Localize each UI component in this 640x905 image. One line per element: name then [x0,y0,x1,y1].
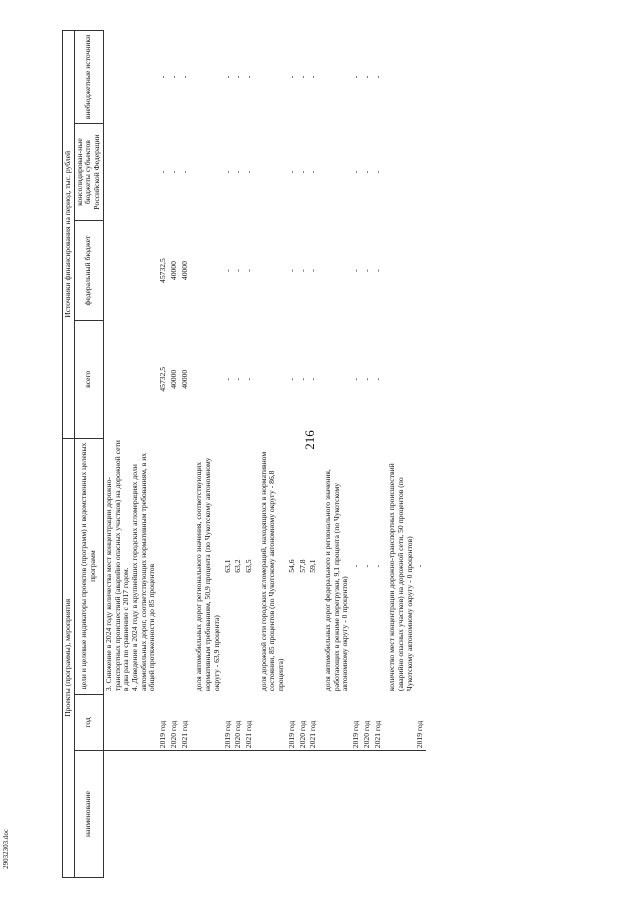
extra-cell: - [308,75,318,79]
page-number: 216 [301,430,317,450]
table-row [351,31,362,878]
total-cell: - [222,378,232,381]
year-cell: 2019 год [158,720,168,749]
name-cell [323,751,351,878]
table-row [180,31,191,878]
table-row [373,31,384,878]
extra-cell [194,31,222,124]
federal-cell: - [372,269,382,272]
table-row [362,31,373,878]
year-cell: 2019 год [286,720,296,749]
year-cell: 2021 год [243,720,253,749]
indicator-text: доля автомобильных дорог федерального и регионального значения, работающих в режиме перегрузки, 9,1 процента (по Чукотскому автономному округу - 0 процентов) [322,469,350,692]
year-cell [103,694,158,751]
goal-cell [169,438,180,694]
indicator-value: - [351,564,361,568]
funding-table [62,30,426,878]
regional-cell [323,123,351,220]
federal-cell: - [361,269,371,272]
name-cell [287,751,298,878]
total-cell [323,320,351,438]
total-cell [103,320,158,438]
name-cell [158,751,169,878]
federal-cell: 40000 [179,261,189,281]
name-cell [351,751,362,878]
total-cell [194,320,222,438]
year-column-header: год [74,694,103,751]
federal-cell: - [243,269,253,272]
year-cell: 2020 год [168,720,178,749]
regional-cell: - [233,170,243,174]
total-cell: - [297,378,307,381]
indicator-text: доля дорожной сети городских агломераций, находящихся в нормативном состоянии, 85 процентов (по Чукотскому автономному округу - 86,8 процента) [258,451,286,692]
name-cell [298,751,309,878]
regional-cell [415,123,426,220]
table-row [194,31,222,878]
extra-cell: - [297,75,307,79]
indicator-value: 63,2 [233,559,243,573]
federal-cell: - [286,269,296,272]
total-cell [259,320,287,438]
indicator-value: 57,8 [297,559,307,573]
regional-cell: - [361,170,371,174]
year-cell [387,694,415,751]
federal-cell [259,221,287,321]
document-code: 29032303.doc [1,829,10,869]
extra-cell [323,31,351,124]
total-cell: 45732,5 [158,366,168,392]
total-cell: - [351,378,361,381]
year-cell: 2020 год [361,720,371,749]
name-column-header: наименование [74,751,103,878]
table-row [158,31,169,878]
federal-cell: 40000 [168,261,178,281]
federal-cell: - [297,269,307,272]
extra-cell: - [222,75,232,79]
regional-cell: - [222,170,232,174]
extra-cell: - [243,75,253,79]
total-cell: - [243,378,253,381]
year-cell [259,694,287,751]
total-cell [387,320,415,438]
federal-cell [415,221,426,321]
regional-cell: - [179,170,189,174]
name-cell [259,751,287,878]
regional-cell [103,123,158,220]
extra-cell [387,31,415,124]
regional-cell [387,123,415,220]
federal-cell: - [222,269,232,272]
year-cell: 2019 год [222,720,232,749]
table-row [308,31,319,878]
federal-cell: 45732,5 [158,258,168,283]
table-row [233,31,244,878]
name-cell [373,751,384,878]
regional-cell [259,123,287,220]
name-cell [387,751,415,878]
regional-cell [194,123,222,220]
indicator-text: количество мест концентрации дорожно-транспортных происшествий (аварийно опасных участков) на дорожной сети, 50 процентов (по Чукотскому автономному округу - 0 процентов) [387,463,414,692]
name-cell [180,751,191,878]
name-cell [223,751,234,878]
year-cell [194,694,222,751]
regional-cell: - [168,170,178,174]
regional-column-header: консолидирован-ные бюджеты субъектов Российской Федерации [74,123,103,220]
total-cell: 40000 [168,369,178,389]
regional-cell: - [351,170,361,174]
year-cell [323,694,351,751]
table-row [387,31,415,878]
year-cell: 2021 год [179,720,189,749]
table-body [103,31,426,878]
name-cell [308,751,319,878]
regional-cell: - [372,170,382,174]
indicator-value: 59,1 [308,559,318,573]
name-cell [362,751,373,878]
funding-group-header: Источники финансирования на период, тыс. рублей [63,31,75,439]
goal-cell [180,438,191,694]
table-row [169,31,180,878]
year-cell: 2021 год [372,720,382,749]
federal-cell [194,221,222,321]
indicator-value: 54,6 [286,559,296,573]
federal-cell [387,221,415,321]
rotated-table-container [62,30,632,878]
indicator-value: 63,1 [222,559,232,573]
total-cell: - [286,378,296,381]
total-cell: 40000 [179,369,189,389]
name-cell [103,751,158,878]
indicator-value: - [372,564,382,568]
total-cell: - [308,378,318,381]
total-cell: - [372,378,382,381]
year-cell: 2020 год [233,720,243,749]
year-cell: 2019 год [415,720,425,749]
table-row [287,31,298,878]
name-cell [169,751,180,878]
extra-cell: - [179,75,189,79]
name-cell [194,751,222,878]
year-cell: 2020 год [297,720,307,749]
total-column-header: всего [74,320,103,438]
total-cell [415,320,426,438]
regional-cell: - [286,170,296,174]
regional-cell: - [308,170,318,174]
extra-cell [259,31,287,124]
year-cell: 2021 год [308,720,318,749]
federal-cell: - [308,269,318,272]
goal-cell [158,438,169,694]
extra-cell: - [372,75,382,79]
extra-cell [415,31,426,124]
table-row [298,31,309,878]
extra-cell: - [168,75,178,79]
regional-cell: - [158,170,168,174]
table-row [103,31,158,878]
federal-column-header: федеральный бюджет [74,221,103,321]
extra-cell: - [286,75,296,79]
indicator-text: доля автомобильных дорог регионального значения, соответствующих нормативным требованиям, 50,9 процента (по Чукотскому автономному округу - 63,9 процента) [194,457,221,692]
federal-cell [103,221,158,321]
table-row [244,31,255,878]
indicator-value: - [415,564,425,568]
name-cell [244,751,255,878]
name-cell [415,751,426,878]
federal-cell: - [351,269,361,272]
indicator-value: 63,5 [243,559,253,573]
extra-cell: - [158,75,168,79]
total-cell: - [233,378,243,381]
extra-column-header: внебюджетные источники [74,31,103,124]
table-row [323,31,351,878]
table-row [259,31,287,878]
table-row [415,31,426,878]
extra-cell: - [233,75,243,79]
year-cell: 2019 год [351,720,361,749]
goal-text: 3. Снижение в 2024 году количества мест концентрации дорожно-транспортных происшествий (аварийно опасных участков) на дорожной сети в два раза по сравнению с 2017 годом. 4. Доведение в 2024 году в крупнейших городских агломерациях доли автомобильных дорог, соответствующих нормативным требованиям, в их общей протяженности до 85 процентов [103,440,157,692]
extra-cell: - [361,75,371,79]
extra-cell [103,31,158,124]
goals-column-header: цели и целевые индикаторы проектов (программ) и ведомственных целевых программ [74,438,103,694]
projects-group-header: Проекты (программы), мероприятия [63,438,75,877]
extra-cell: - [351,75,361,79]
table-row [223,31,234,878]
indicator-value: - [361,564,371,568]
federal-cell [323,221,351,321]
name-cell [233,751,244,878]
federal-cell: - [233,269,243,272]
regional-cell: - [243,170,253,174]
total-cell: - [361,378,371,381]
regional-cell: - [297,170,307,174]
